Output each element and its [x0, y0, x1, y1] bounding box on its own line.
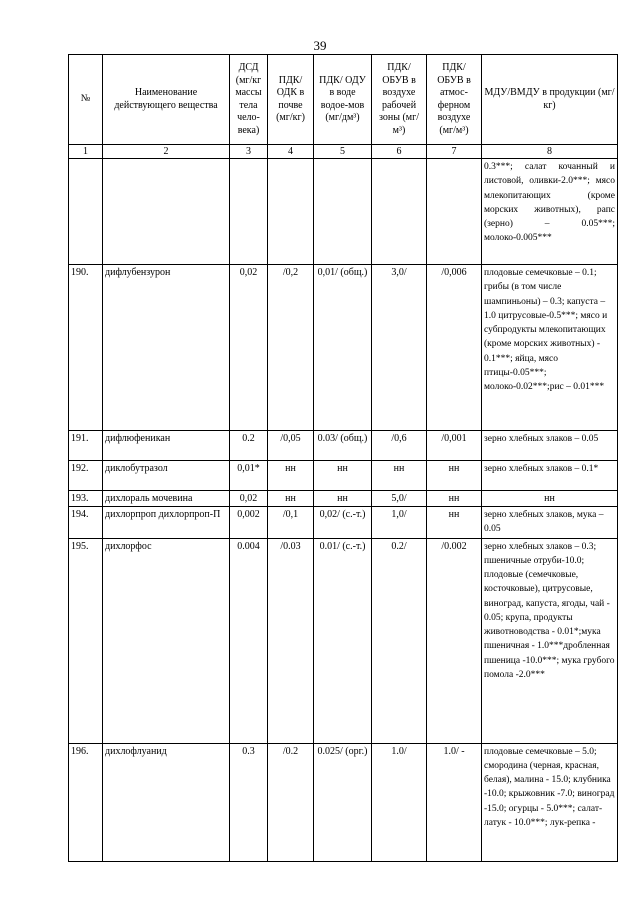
- column-number: 7: [427, 145, 482, 159]
- mrl-value: нн: [482, 491, 618, 507]
- dsd-value: 0,002: [230, 507, 268, 539]
- column-number: 1: [69, 145, 103, 159]
- column-number: 8: [482, 145, 618, 159]
- water-value: 0.03/ (общ.): [314, 431, 372, 461]
- header-pdk-work: ПДК/ ОБУВ в воздухе рабочей зоны (мг/м³): [372, 55, 427, 145]
- page-number: 39: [313, 38, 327, 53]
- column-number: 3: [230, 145, 268, 159]
- header-pdk-water: ПДК/ ОДУ в воде водое-мов (мг/дм³): [314, 55, 372, 145]
- header-pdk-air: ПДК/ ОБУВ в атмос-ферном воздухе (мг/м³): [427, 55, 482, 145]
- work-air-value: 0.2/: [372, 538, 427, 743]
- soil-value: /0,2: [268, 265, 314, 431]
- soil-value: нн: [268, 491, 314, 507]
- work-air-value: 1.0/: [372, 743, 427, 861]
- atmo-air-value: 1.0/ -: [427, 743, 482, 861]
- column-number-row: [69, 145, 618, 159]
- substance-name: дифлюфеникан: [103, 431, 230, 461]
- water-value: [314, 159, 372, 265]
- work-air-value: /0,6: [372, 431, 427, 461]
- table-row: [69, 431, 618, 461]
- work-air-value: нн: [372, 461, 427, 491]
- column-number: 4: [268, 145, 314, 159]
- column-number: 2: [103, 145, 230, 159]
- work-air-value: 5,0/: [372, 491, 427, 507]
- water-value: 0,02/ (с.-т.): [314, 507, 372, 539]
- dsd-value: 0.2: [230, 431, 268, 461]
- substance-name: диклобутразол: [103, 461, 230, 491]
- water-value: 0.01/ (с.-т.): [314, 538, 372, 743]
- mrl-value: плодовые семечковые – 0.1; грибы (в том числе шампиньоны) – 0.3; капуста – 1.0 цитрусовые-0.5***; мясо и субпродукты млекопитающих (кроме морских животных) - 0.1***; яйца, мясо птицы-0.05***; молоко-0.02***;рис – 0.01***: [482, 265, 618, 431]
- header-name: Наименование действующего вещества: [103, 55, 230, 145]
- substance-name: дихлорпроп дихлорпроп-П: [103, 507, 230, 539]
- pesticide-table: [68, 54, 618, 862]
- row-number: 192.: [69, 461, 103, 491]
- dsd-value: 0,01*: [230, 461, 268, 491]
- substance-name: дифлубензурон: [103, 265, 230, 431]
- table-row: [69, 265, 618, 431]
- column-number: 5: [314, 145, 372, 159]
- atmo-air-value: /0,001: [427, 431, 482, 461]
- substance-name: [103, 159, 230, 265]
- water-value: нн: [314, 461, 372, 491]
- row-number: [69, 159, 103, 265]
- substance-name: дихлофлуанид: [103, 743, 230, 861]
- header-no: №: [69, 55, 103, 145]
- soil-value: /0,05: [268, 431, 314, 461]
- soil-value: нн: [268, 461, 314, 491]
- row-number: 194.: [69, 507, 103, 539]
- water-value: нн: [314, 491, 372, 507]
- table-row: [69, 159, 618, 265]
- dsd-value: 0,02: [230, 265, 268, 431]
- column-number: 6: [372, 145, 427, 159]
- table-row: [69, 538, 618, 743]
- header-row: [69, 55, 618, 145]
- dsd-value: 0.004: [230, 538, 268, 743]
- work-air-value: 3,0/: [372, 265, 427, 431]
- mrl-value: 0.3***; салат кочанный и листовой, оливки-2.0***; мясо млекопитающих (кроме морских животных), рапс (зерно) – 0.05***; молоко-0.005***: [482, 159, 618, 265]
- header-mrl: МДУ/ВМДУ в продукции (мг/кг): [482, 55, 618, 145]
- table-row: [69, 507, 618, 539]
- header-dsd: ДСД (мг/кг массы тела чело-века): [230, 55, 268, 145]
- atmo-air-value: /0,006: [427, 265, 482, 431]
- mrl-value: зерно хлебных злаков, мука – 0.05: [482, 507, 618, 539]
- table-row: [69, 461, 618, 491]
- table-row: [69, 491, 618, 507]
- substance-name: дихлорфос: [103, 538, 230, 743]
- header-pdk-soil: ПДК/ ОДК в почве (мг/кг): [268, 55, 314, 145]
- mrl-value: зерно хлебных злаков – 0.1*: [482, 461, 618, 491]
- water-value: 0.025/ (орг.): [314, 743, 372, 861]
- dsd-value: 0.3: [230, 743, 268, 861]
- substance-name: дихлораль мочевина: [103, 491, 230, 507]
- atmo-air-value: нн: [427, 491, 482, 507]
- row-number: 190.: [69, 265, 103, 431]
- soil-value: /0,1: [268, 507, 314, 539]
- work-air-value: 1,0/: [372, 507, 427, 539]
- soil-value: /0.03: [268, 538, 314, 743]
- mrl-value: плодовые семечковые – 5.0; смородина (черная, красная, белая), малина - 15.0; клубника -10.0; крыжовник -7.0; виноград -15.0; огурцы - 5.0***; салат-латук - 10.0***; лук-репка -: [482, 743, 618, 861]
- work-air-value: [372, 159, 427, 265]
- row-number: 191.: [69, 431, 103, 461]
- atmo-air-value: [427, 159, 482, 265]
- mrl-value: зерно хлебных злаков – 0.05: [482, 431, 618, 461]
- dsd-value: 0,02: [230, 491, 268, 507]
- atmo-air-value: нн: [427, 507, 482, 539]
- water-value: 0,01/ (общ.): [314, 265, 372, 431]
- soil-value: [268, 159, 314, 265]
- atmo-air-value: /0.002: [427, 538, 482, 743]
- dsd-value: [230, 159, 268, 265]
- atmo-air-value: нн: [427, 461, 482, 491]
- row-number: 195.: [69, 538, 103, 743]
- soil-value: /0.2: [268, 743, 314, 861]
- row-number: 196.: [69, 743, 103, 861]
- row-number: 193.: [69, 491, 103, 507]
- table-row: [69, 743, 618, 861]
- mrl-value: зерно хлебных злаков – 0.3; пшеничные отруби-10.0; плодовые (семечковые, косточковые), цитрусовые, виноград, капуста, ягоды, чай - 0.05; крупа, продукты животноводства - 0.01*;мука пшеничная - 1.0***дробленная пшеница -10.0***; мука грубого помола -2.0***: [482, 538, 618, 743]
